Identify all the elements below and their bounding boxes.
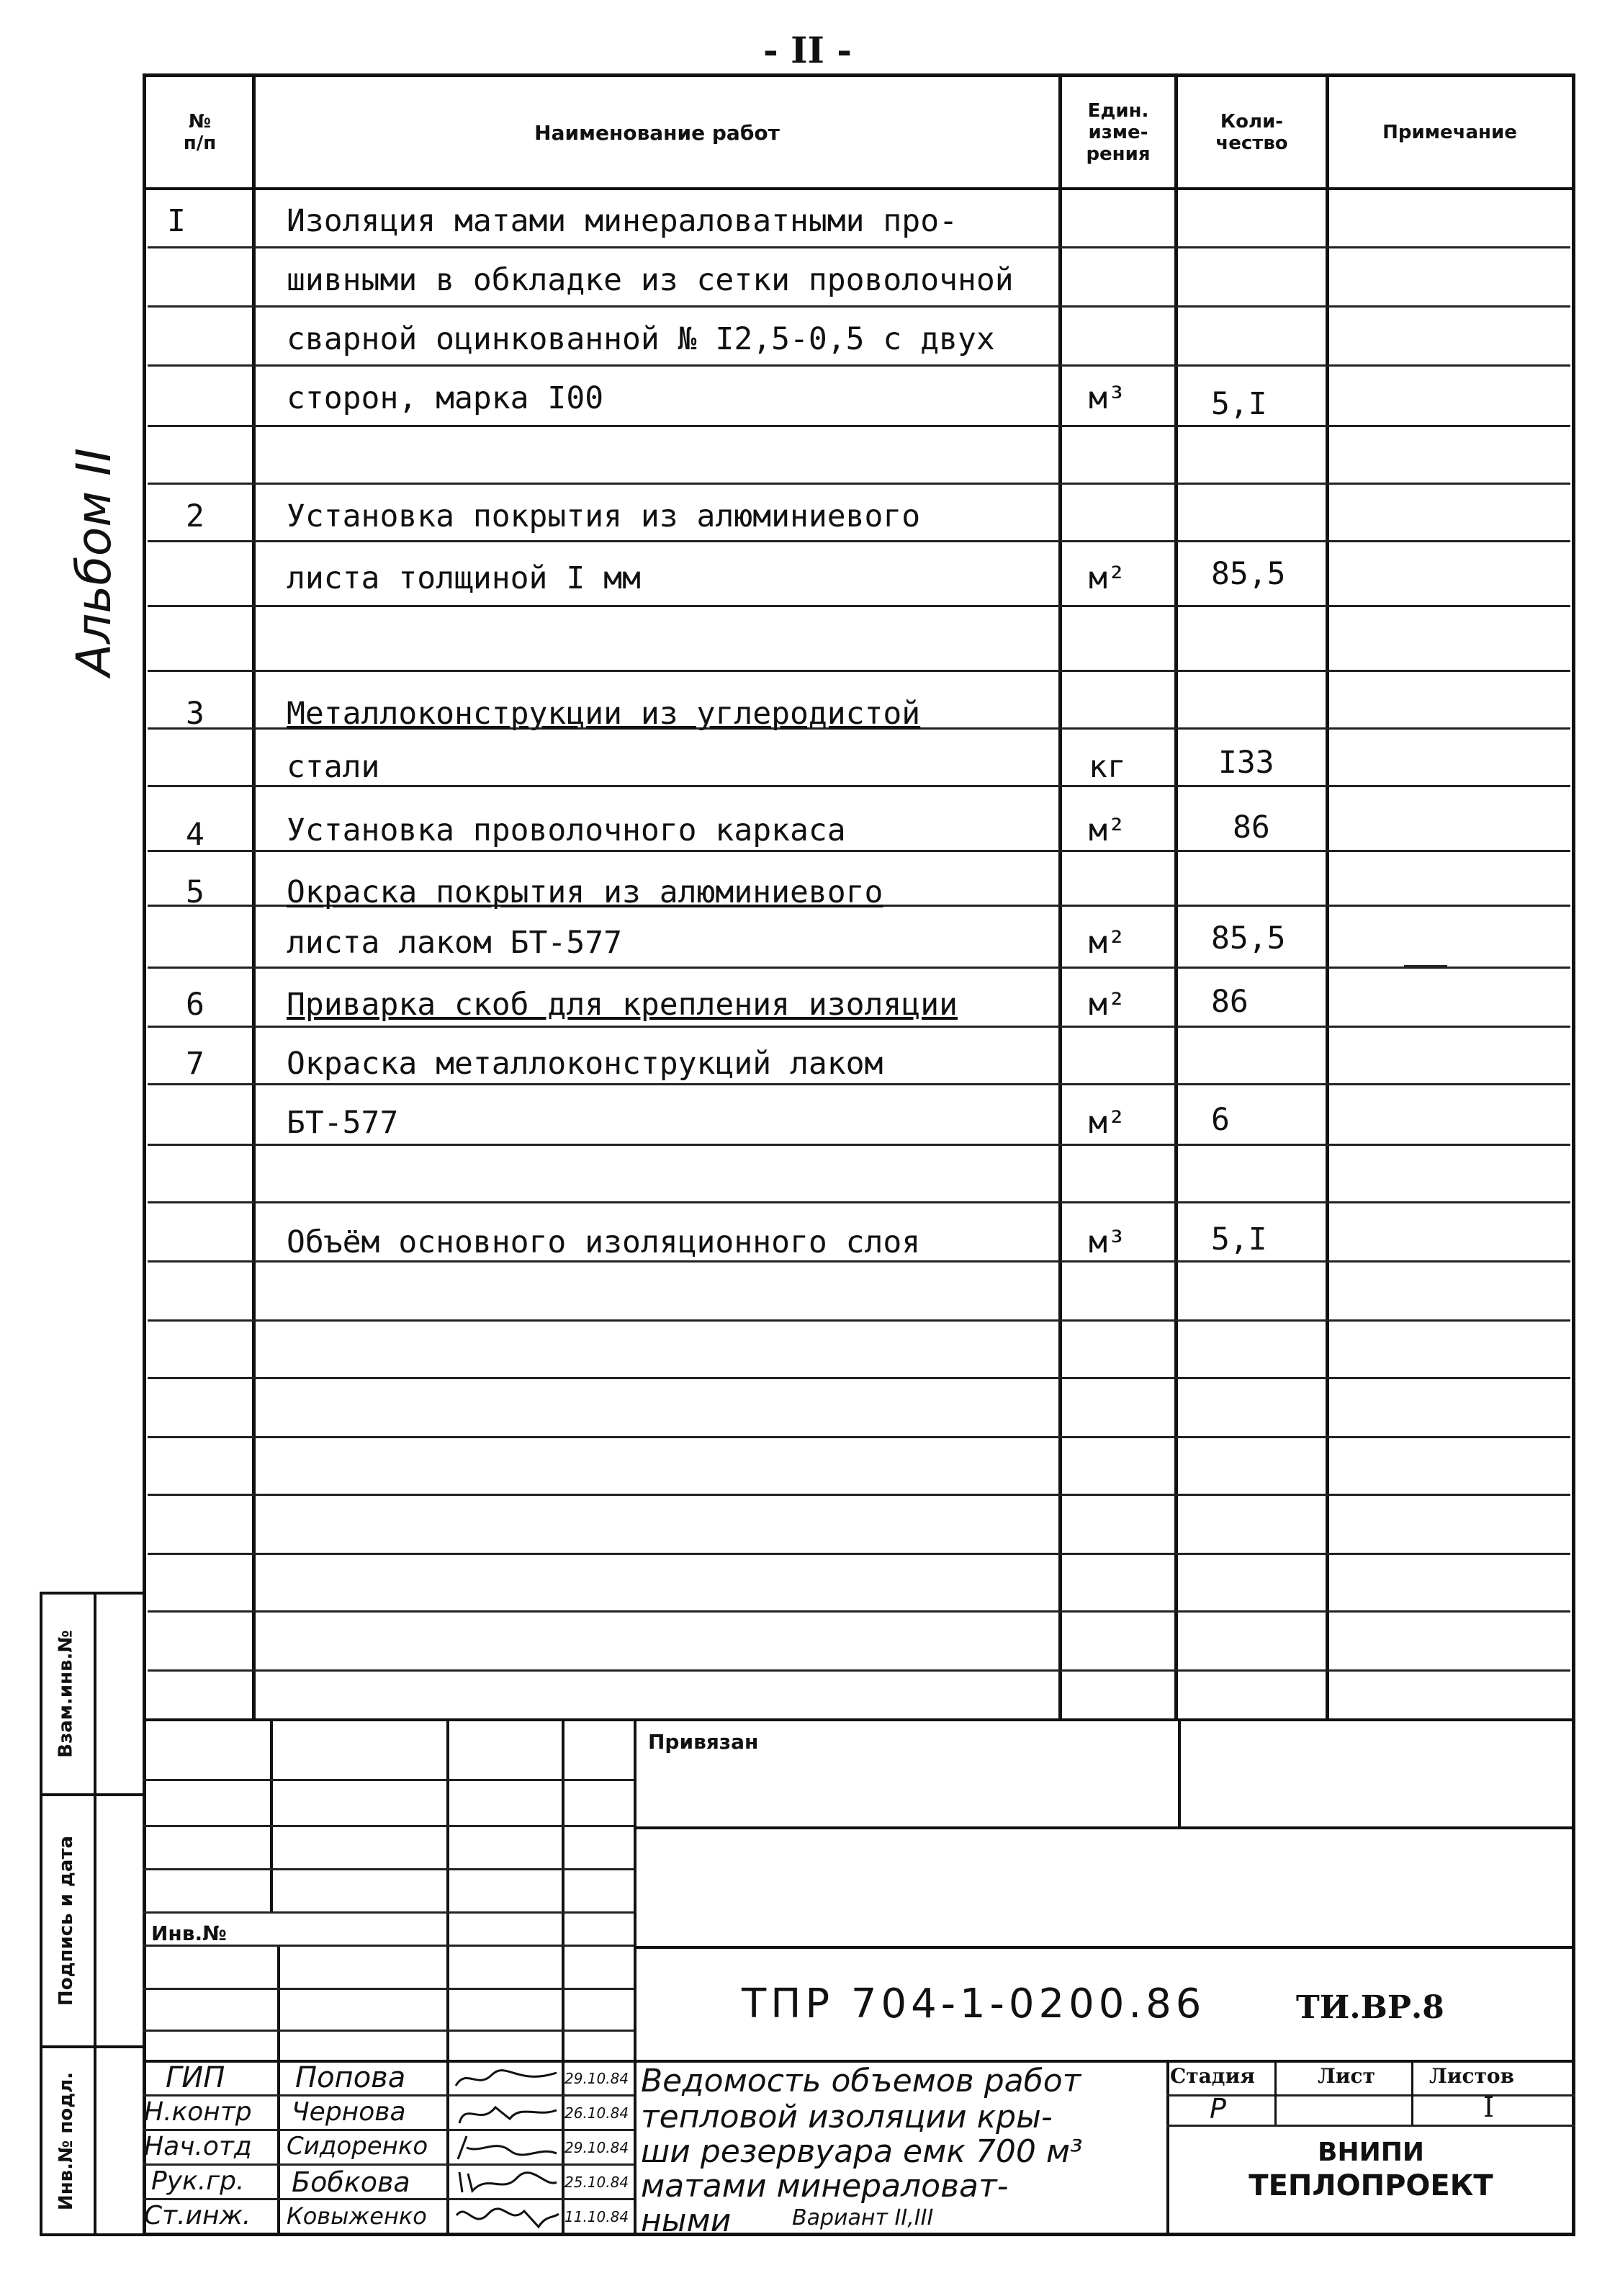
row2-qty: 85,5 [1211,556,1286,592]
staff-name-4: Бобкова [292,2166,410,2198]
row-line [148,364,1570,367]
row-line [148,850,1570,852]
row7-line2: БТ-577 [287,1105,399,1141]
tb-h3 [143,1868,634,1870]
row1-unit: м³ [1089,380,1126,416]
row6-line1: Приварка скоб для крепления изоляции [287,987,958,1023]
staff-date-3: 29.10.84 [564,2139,629,2156]
row8-line1: Объём основного изоляционного слоя [287,1224,921,1260]
description-line-5: ными [641,2202,732,2239]
row-line [148,1144,1570,1146]
row1-line2: шивными в обкладке из сетки проволочной [287,262,1014,298]
tb-stage-v2 [1274,2060,1277,2125]
note-dash [1404,965,1447,967]
row3-qty: I33 [1218,745,1274,781]
header-qty: Коли- чество [1215,111,1288,154]
description-line-4: матами минераловат- [641,2168,1009,2205]
row8-qty: 5,I [1211,1221,1267,1257]
side-label-vzam: Взам.инв.№ [55,1630,77,1758]
stage-label: Стадия [1170,2064,1255,2088]
tb-stage-h2 [1166,2125,1575,2127]
row-line [148,785,1570,787]
tb-stage-h1 [1166,2094,1575,2097]
tb-stage-v3 [1411,2060,1413,2125]
staff-role-5: Ст.инж. [144,2201,251,2230]
tb-h4 [143,1911,634,1914]
variant: Вариант II,III [792,2205,934,2230]
row-line [148,1494,1570,1496]
tb-v5 [1178,1718,1181,1826]
row5-line1: Окраска покрытия из алюминиевого [287,874,883,910]
sheet-label: Лист [1318,2064,1375,2088]
col-sep-qty [1326,73,1329,1719]
row-line [148,1260,1570,1263]
description-line-3: ши резервуара емк 700 м³ [641,2133,1083,2170]
row3-line2: стали [287,749,380,785]
album-label: Альбом II [66,447,122,676]
staff-date-5: 11.10.84 [564,2208,629,2225]
row-line [148,540,1570,542]
tb-h6 [143,1988,634,1990]
sheets-value: I [1483,2091,1495,2123]
staff-role-3: Нач.отд [144,2132,252,2161]
row4-line1: Установка проволочного каркаса [287,812,846,848]
tb-h10 [143,2129,634,2131]
signature-4 [452,2166,560,2198]
row2-line2: листа толщиной I мм [287,560,641,596]
row3-unit: кг [1089,749,1126,785]
row2-num: 2 [186,498,204,534]
sheet-code: ТИ.ВР.8 [1296,1989,1444,2026]
row4-num: 4 [186,817,204,853]
row6-num: 6 [186,987,204,1023]
row-line [148,1436,1570,1438]
row7-num: 7 [186,1046,204,1082]
tb-v3 [562,1718,564,2236]
row-line [148,967,1570,969]
signature-1 [452,2064,560,2093]
staff-date-4: 25.10.84 [564,2174,629,2191]
staff-role-1: ГИП [166,2061,225,2094]
header-unit: Един. изме- рения [1086,100,1151,165]
tb-v4 [634,1718,636,2236]
staff-date-1: 29.10.84 [564,2070,629,2087]
row6-qty: 86 [1211,984,1249,1020]
tb-h11 [143,2163,634,2166]
row8-unit: м³ [1089,1224,1126,1260]
row-line [148,1669,1570,1672]
tb-h7 [143,2030,634,2032]
tb-h1 [143,1779,634,1781]
signature-5 [452,2201,560,2233]
row-line [148,1083,1570,1085]
row6-unit: м² [1089,987,1126,1023]
header-divider [143,187,1575,190]
tb-h9 [143,2094,634,2097]
privyazan-label: Привязан [648,1730,759,1754]
row2-unit: м² [1089,560,1126,596]
staff-date-2: 26.10.84 [564,2104,629,2122]
staff-name-1: Попова [295,2061,406,2094]
side-strip-right [94,1592,96,2236]
side-label-podpis: Подпись и дата [55,1835,78,2006]
row-line [148,1553,1570,1555]
row4-qty: 86 [1233,810,1270,846]
row1-line1: Изоляция матами минераловатными про- [287,203,958,239]
sheets-label: Листов [1429,2064,1515,2088]
row7-qty: 6 [1211,1102,1230,1138]
doc-code: ТПР 704-1-0200.86 [742,1981,1206,2027]
header-num: № п/п [183,111,217,154]
col-sep-num [252,73,256,1719]
title-block-top [143,1718,1575,1721]
row1-line4: сторон, марка I00 [287,380,604,416]
row1-line3: сварной оцинкованной № I2,5-0,5 с двух [287,321,995,357]
signature-3 [452,2132,560,2163]
row5-num: 5 [186,874,204,910]
staff-role-4: Рук.гр. [151,2166,245,2196]
col-sep-unit [1174,73,1178,1719]
header-note: Примечание [1382,122,1517,144]
row5-line2: листа лаком БТ-577 [287,925,622,961]
row-line [148,246,1570,248]
tb-h2r [634,1826,1575,1829]
description-line-1: Ведомость объемов работ [641,2063,1081,2099]
row-line [148,1319,1570,1322]
tb-h2 [143,1825,634,1827]
org-line-1: ВНИПИ [1318,2138,1424,2167]
tb-v1 [270,1718,273,1913]
row-line [148,305,1570,308]
row7-line1: Окраска металлоконструкций лаком [287,1046,883,1082]
row-line [148,1610,1570,1613]
row-line [148,483,1570,485]
row-line [148,1026,1570,1028]
row-line [148,425,1570,427]
row3-num: 3 [186,696,204,732]
row-line [148,1377,1570,1379]
side-label-inv-podl: Инв.№ подл. [55,2071,78,2210]
staff-name-2: Чернова [292,2097,406,2127]
description-line-2: тепловой изоляции кры- [641,2099,1053,2135]
header-name: Наименование работ [534,120,780,145]
page-number: - II - [762,29,853,71]
row1-num: I [167,203,186,239]
staff-role-2: Н.контр [144,2097,252,2127]
row-line [148,605,1570,607]
tb-h5r [634,1946,1575,1949]
stage-value: Р [1210,2093,1226,2125]
row7-unit: м² [1089,1105,1126,1141]
org-line-2: ТЕПЛОПРОЕКТ [1249,2169,1493,2202]
staff-name-5: Ковыженко [287,2202,427,2230]
col-sep-name [1058,73,1062,1719]
row3-line1: Металлоконструкции из углеродистой [287,696,921,732]
row5-unit: м² [1089,925,1126,961]
row-line [148,670,1570,672]
side-strip-bottom [40,2233,143,2236]
row5-qty: 85,5 [1211,920,1286,956]
row4-unit: м² [1089,812,1126,848]
row2-line1: Установка покрытия из алюминиевого [287,498,921,534]
inv-no-label: Инв.№ [151,1921,227,1945]
tb-h12 [143,2198,634,2200]
tb-v2 [446,1718,449,2236]
staff-name-3: Сидоренко [287,2132,428,2161]
row-line [148,1201,1570,1203]
row1-qty: 5,I [1211,386,1267,422]
signature-2 [452,2097,560,2129]
